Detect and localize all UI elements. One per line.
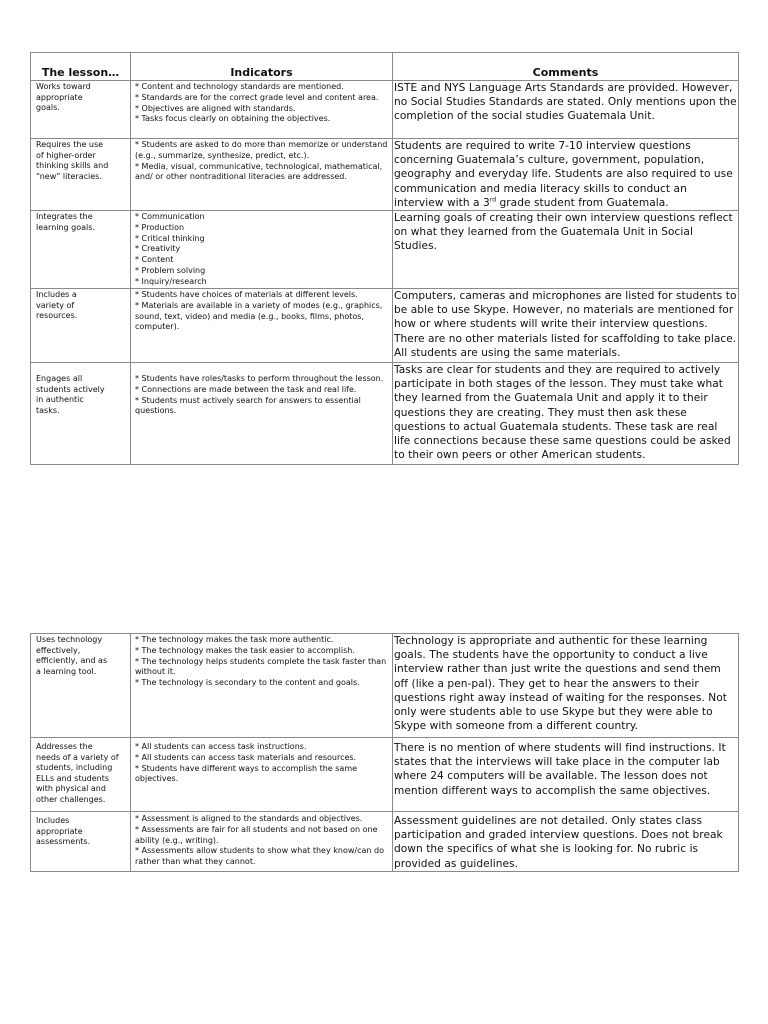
comment-cell: ISTE and NYS Language Arts Standards are provided. However, no Social Studies Standards are stated. Only mentions upon the completion of the social studies Guatemala Unit. [393,81,739,139]
lesson-cell: Addresses the needs of a variety of students, including ELLs and students with physical and other challenges. [31,738,131,812]
table-row [31,738,739,812]
lesson-cell: Integrates the learning goals. [31,211,131,289]
indicators-cell [131,812,393,872]
indicator-item: * Inquiry/research [135,276,207,286]
indicator-item: * Production [135,222,185,232]
comment-cell: Learning goals of creating their own interview questions reflect on what they learned from the Guatemala Unit in Social Studies. [393,211,739,289]
ordinal-suffix: rd [489,196,497,204]
indicator-item: * The technology helps students complete the task faster than without it. [135,656,387,677]
indicator-item: * Connections are made between the task and real life. [135,384,357,394]
rubric-table-2 [30,633,739,872]
comment-cell: Technology is appropriate and authentic for these learning goals. The students have the opportunity to conduct a live interview rather than just write the questions and send them off (like a pen-pal). They get to hear the answers to their questions right away instead of waiting for the responses. Not only were students able to use Skype but they were able to Skype with someone from a different country. [393,634,739,738]
indicator-item: * Standards are for the correct grade level and content area. [135,92,379,102]
comment-cell: Tasks are clear for students and they are required to actively participate in both stages of the lesson. They must take what they learned from the Guatemala Unit and apply it to their questions they are creating. They must then ask these questions to actual Guatemala students. These task are real life connections because these same questions could be asked to their own peers or other American students. [393,363,739,465]
table-row [31,289,739,363]
comment-cell: Computers, cameras and microphones are listed for students to be able to use Skype. However, no materials are mentioned for how or where students will write their interview questions. There are no other materials listed for scaffolding to take place. All students are using the same materials. [393,289,739,363]
lesson-cell: Includes appropriate assessments. [31,812,131,872]
indicator-item: * Communication [135,212,205,222]
indicator-item: * The technology is secondary to the content and goals. [135,678,360,688]
indicators-cell [131,139,393,211]
indicator-item: * Objectives are aligned with standards. [135,103,296,113]
indicator-item: * Problem solving [135,266,206,275]
comment-cell: There is no mention of where students will find instructions. It states that the interviews will take place in the computer lab where 24 computers will be available. The lesson does not mention different ways to accomplish the same objectives. [393,738,739,812]
indicators-cell [131,289,393,363]
indicator-item: * Creativity [135,244,181,254]
comment-text: Students are required to write 7-10 interview questions concerning Guatemala’s culture, government, population, geography and everyday life. Students are also required to use communication and media literacy skills to conduct an interview with a 3 [394,140,733,209]
indicator-item: * Content and technology standards are mentioned. [135,82,344,91]
lesson-cell: Works toward appropriate goals. [31,81,131,139]
indicators-cell [131,634,393,738]
header-lesson: The lesson… [31,53,131,81]
lesson-cell: Engages all students actively in authentic tasks. [31,363,131,465]
indicator-item: * The technology makes the task more authentic. [135,635,334,644]
table-row [31,812,739,872]
indicator-item: * Media, visual, communicative, technological, mathematical, and/ or other nontraditional literacies are addressed. [135,161,383,182]
indicator-item: * Assessments are fair for all students and not based on one ability (e.g., writing). [135,824,378,845]
table-row [31,363,739,465]
indicator-item: * Students must actively search for answers to essential questions. [135,395,361,416]
lesson-cell: Includes a variety of resources. [31,289,131,363]
lesson-cell: Requires the use of higher-order thinking skills and “new” literacies. [31,139,131,211]
indicators-cell [131,738,393,812]
header-comments: Comments [393,53,739,81]
rubric-table-1 [30,52,739,465]
indicator-item: * Content [135,255,174,265]
table-row [31,211,739,289]
indicator-item: * Assessments allow students to show what they know/can do rather than what they cannot. [135,846,384,867]
table-row [31,139,739,211]
indicator-item: * Students have different ways to accomplish the same objectives. [135,763,358,784]
comment-text-end: grade student from Guatemala. [496,196,669,209]
comment-cell: Assessment guidelines are not detailed. Only states class participation and graded interview questions. Does not break down the specifics of what she is looking for. No rubric is provided as guidelines. [393,812,739,872]
indicator-item: * Tasks focus clearly on obtaining the objectives. [135,114,331,124]
indicator-item: * Students have roles/tasks to perform throughout the lesson. [135,374,384,384]
indicator-item: * All students can access task instructions. [135,742,307,751]
comment-cell [393,139,739,211]
indicator-item: * Students have choices of materials at different levels. [135,290,358,300]
indicator-item: * The technology makes the task easier to accomplish. [135,645,355,655]
header-indicators: Indicators [131,53,393,81]
indicators-cell [131,211,393,289]
indicators-cell [131,81,393,139]
indicator-item: * Students are asked to do more than memorize or understand (e.g., summarize, synthesize, predict, etc.). [135,140,388,160]
header-row [31,53,739,81]
indicator-item: * Critical thinking [135,233,205,243]
indicator-item: * All students can access task materials and resources. [135,752,357,762]
table-row [31,81,739,139]
indicator-item: * Assessment is aligned to the standards and objectives. [135,814,363,823]
lesson-cell: Uses technology effectively, efficiently, and as a learning tool. [31,634,131,738]
table-row [31,634,739,738]
indicator-item: * Materials are available in a variety of modes (e.g., graphics, sound, text, video) and media (e.g., books, films, photos, computer). [135,300,383,332]
indicators-cell [131,363,393,465]
